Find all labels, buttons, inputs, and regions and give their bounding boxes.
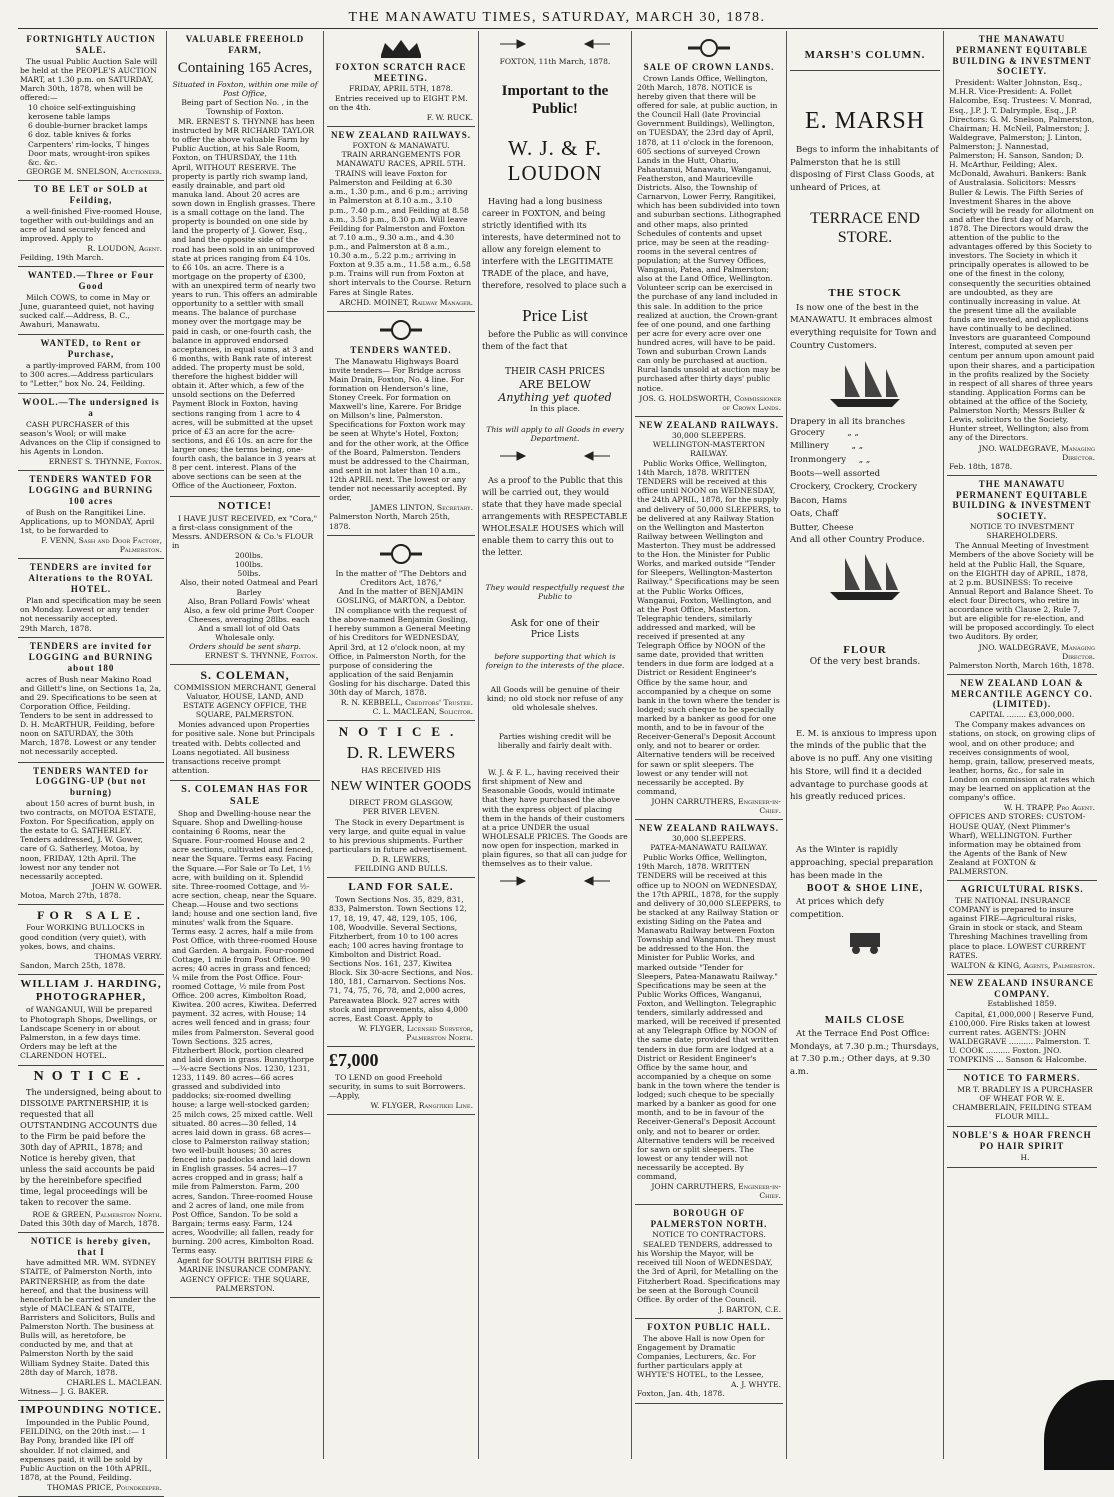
ad-body: The above Hall is now Open for Engagement by Dramatic Companies, Lecturers, &c. For further particulars apply at WHYTE'S HOTEL, to the Lessee, — [637, 1333, 765, 1380]
ad-title: FOR SALE. — [37, 908, 145, 923]
ad-signature: R. N. KEBBELL, Creditors' Trustee. — [340, 698, 473, 708]
ad-headline: Price Lists — [530, 629, 580, 640]
list-item: Carpenters' rim-locks, T hinges — [28, 139, 150, 149]
ad-body: Impounded in the Public Pound, FEILDING, on the 20th inst.:— 1 Bay Pony, branded like IPI off shoulder. If not claimed, and expenses paid, it will be sold by Public Auction on the 10th APRIL, 1878, at the Pound, Feilding. — [20, 1418, 152, 1482]
price-list-heading: Price List — [522, 305, 588, 325]
ad-title: FOXTON PUBLIC HALL. — [647, 1321, 771, 1332]
ad-title: NEW ZEALAND RAILWAYS. — [331, 130, 471, 141]
goods-list — [790, 427, 940, 536]
ad-headline: Ask for one of their — [510, 618, 600, 629]
ad-date: Motoa, March 27th, 1878. — [20, 890, 121, 900]
list-item: Boots—well assorted — [790, 468, 881, 479]
ad-note: In this place. — [530, 403, 580, 413]
ad-body: I HAVE JUST RECEIVED, ex "Cora," a first-class consignment of the Messrs. ANDERSON & Co.'s FLOUR in — [172, 513, 318, 551]
ad-body: The Company makes advances on stations, on stock, on growing clips of wool, and on other produce; and receives consignments of wool, hemp, grain, tallow, preserved meats, leather, horns, &c., for sale in London on commission at rates which may be learned on application at the company's office. — [949, 720, 1095, 803]
ad-signature: JNO. WALDEGRAVE, Managing Director. — [978, 443, 1095, 462]
ad-body: IN compliance with the request of the above-named Benjamin Gosling, I hereby summon a General Meeting of his Creditors for WEDNESDAY, April 3rd, at 12 o'clock noon, at my Office, in Palmerston North, for the purpose of considering the application of the said Benjamin Gosling for his discharge. Dated this 30th day of March, 1878. — [329, 606, 471, 698]
ad-body: Is now one of the best in the MANAWATU. It embraces almost everything requisite for Town and Country Customers. — [790, 302, 937, 351]
ad-date: Foxton, Jan. 4th, 1878. — [637, 1389, 725, 1399]
ad-signature: JOS. G. HOLDSWORTH, Commissioner of Crown Lands. — [639, 393, 781, 412]
list-item: Also, their noted Oatmeal and Pearl Barley — [180, 578, 318, 597]
ad-subtitle: PER RIVER LEVEN. — [362, 807, 440, 817]
railway-sleepers-advertisement — [635, 820, 783, 1205]
list-item: Oats, Chaff — [790, 509, 839, 520]
coat-of-arms-icon — [684, 37, 734, 59]
mail-coach-icon — [845, 925, 885, 955]
ad-headline: FLOUR — [843, 643, 887, 656]
loan-advertisement — [327, 1047, 475, 1115]
building-society-advertisement — [947, 31, 1097, 476]
ad-title: IMPOUNDING NOTICE. — [20, 1404, 162, 1416]
advertisement — [18, 1401, 164, 1497]
list-item: 100lbs. — [234, 560, 264, 570]
coleman-advertisement — [170, 665, 320, 780]
pointing-hand-icon — [495, 872, 615, 890]
loan-agency-advertisement — [947, 675, 1097, 881]
advertisement — [18, 905, 164, 975]
ad-body: Town Sections Nos. 35, 829, 831, 833, Palmerston. Town Sections 12, 17, 18, 19, 47, 48, 129, 105, 106, 108, Woodville. Several Sections, Fitzherbert, from 10 to 100 acres each; 100 acres having frontage to Kimbolton and District Road. Sections Nos. 161, 237, Kiwitea Block. Six 30-acre Sections, and Nos. 180, 181, Carnarvon. Sections Nos. 71, 74, 75, 76, 78, and 2,000 acres, Pareawatea Block. 927 acres with stock and improvements, also 4,000 acres, East Coast. Apply to — [329, 895, 473, 1023]
ad-title: NOTICE TO FARMERS. — [963, 1073, 1081, 1084]
list-item: And a small lot of old Oats — [198, 624, 300, 634]
insurance-advertisement — [947, 881, 1097, 975]
ad-title: TO BE LET or SOLD at Feilding, — [33, 184, 149, 205]
tenders-advertisement — [327, 312, 475, 536]
ad-location: Situated in Foxton, within one mile of Post Office, — [172, 79, 318, 98]
ad-body: Public Works Office, Wellington, 14th March, 1878. WRITTEN TENDERS will be received at this office until NOON on WEDNESDAY, the 24th APRIL, 1878, for the supply and delivery of 50,000 SLEEPERS, to be delivered at any Railway Station on the Wellington and Masterton Railway between Wellington and Masterton. They must be addressed to the Hon. the Minister for Public Works, and marked outside "Tender for Sleepers, Wellington-Masterton Railway." Specifications may be seen at the Public Works Offices, Wanganui, Foxton, Wellington, and at the Post Office, Masterton. Telegraphic tenders, similarly addressed and marked, will be received if presented at any Telegraph Office by NOON of the same date, provided that written tenders in due form are lodged at a District or Resident Engineer's Office by the same hour, and accompanied by a cheque on some bank in the town where the tender is lodged; such cheque to be specially marked by a banker as good for one month, and to be in favour of the Receiver-General's Deposit Account only, and not to bearer or order. Alternative tenders will be received for sawn or split sleepers. The lowest or any tender will not necessarily be accepted. By command, — [637, 458, 781, 796]
ad-signature: JOHN W. GOWER. — [91, 881, 162, 891]
ad-headline: MAILS CLOSE — [824, 1014, 906, 1026]
ad-date: Witness— J. G. BAKER. — [20, 1386, 109, 1396]
ad-body: As the Winter is rapidly approaching, special preparation has been made in the — [790, 845, 934, 881]
column-title: MARSH'S COLUMN. — [804, 49, 926, 61]
ad-headline: THE STOCK — [828, 287, 902, 300]
list-item: Also, Bran Pollard Fowls' wheat — [187, 596, 311, 606]
ad-title: WANTED.—Three or Four Good — [27, 270, 155, 292]
masthead: THE MANAWATU TIMES, SATURDAY, MARCH 30, 1878. — [348, 10, 766, 25]
ad-title: NOTICE. — [33, 1069, 149, 1085]
ad-subtitle: HAS RECEIVED HIS — [361, 766, 441, 776]
ad-signature: WALTON & KING, Agents, Palmerston. — [950, 960, 1095, 970]
ad-note: Anything yet quoted — [498, 390, 612, 404]
ad-subtitle: NOTICE TO CONTRACTORS. — [652, 1230, 766, 1239]
ad-body: of WANGANUI, Will be prepared to Photograph Shops, Dwellings, or Landscape Scenery in or about Palmerston, in a few days time. Orders may be left at the CLARENDON HOTEL. — [20, 1005, 157, 1060]
railway-advertisement — [327, 127, 475, 312]
ad-title: NOTICE! — [217, 499, 273, 512]
ad-signature: ERNEST S. THYNNE, Foxton. — [204, 651, 318, 661]
insurance-advertisement — [947, 975, 1097, 1070]
ad-signature: THOMAS VERRY. — [94, 951, 162, 961]
ad-date: Feb. 18th, 1878. — [949, 461, 1013, 471]
advertisement — [18, 471, 164, 559]
item-list — [172, 551, 318, 633]
ad-body: The Annual Meeting of Investment Members of the above Society will be held at the Public Hall, the Square, on the EIGHTH day of APRIL, 1878, at 2 p.m. BUSINESS: To receive Annual Report and Balance Sheet. To elect four Directors, who retire in accordance with Clause 2, Rule 7, but are eligible for re-election, and will be proposed accordingly. To elect two Auditors. By order, — [949, 541, 1095, 642]
column-separator — [631, 31, 632, 1459]
coat-of-arms-icon — [376, 318, 426, 342]
coleman-sale-advertisement — [170, 781, 320, 1298]
crown-lands-advertisement — [635, 31, 783, 417]
public-hall-advertisement — [635, 1319, 783, 1404]
list-item: 50lbs. — [237, 569, 261, 579]
ad-headline: ARE BELOW — [519, 377, 591, 391]
ad-body: Milch COWS, to come in May or June, guaranteed quiet, not having sucked calf.—Address, B. C., Awahuri, Manawatu. — [20, 292, 155, 330]
ad-headline: NEW WINTER GOODS — [330, 778, 472, 794]
ad-signature: W. FLYGER, Rangitikei Line. — [370, 1101, 473, 1111]
ad-body: The Stock in every Department is very large, and quite equal in value to his previous shipments. Further particulars in future advertisement. — [329, 817, 468, 854]
ad-body: Plan and specification may be seen on Monday. Lowest or any tender not necessarily accepted. — [20, 595, 162, 623]
ad-date: Dated this 30th day of March, 1878. — [20, 1218, 160, 1228]
ad-body: The undersigned, being about to DISSOLVE PARTNERSHIP, it is requested that all OUTSTANDING ACCOUNTS due to the Firm be paid before the 30th day of APRIL, 1878; and Notice is hereby given, that unless the said accounts be paid by the hereinbefore specified time, legal proceedings will be taken to recover the same. — [20, 1086, 162, 1208]
ad-body: At prices which defy competition. — [790, 897, 885, 921]
goods-note: And all other Country Produce. — [790, 535, 925, 546]
ad-body: Crown Lands Office, Wellington, 20th March, 1878. NOTICE is hereby given that there will be offered for sale, at public auction, in the Council Hall (late Provincial Government Buildings), Wellington, on TUESDAY, the 23rd day of April, 1878, at 11 o'clock in the forenoon, 605 sections of surveyed Crown Lands in the Hutt, Ohariu, Pahautanui, Manawatu, Wanganui, Featherston, and Mauriceville Districts. Also, the Township of Carnarvon, Lower Ferry, Rangitikei, which has been subdivided into town and suburban sections. Lithographed and other maps, also printed Schedules of contents and upset price, may be seen at the reading-rooms in the several centres of population; at the Survey Offices, Wanganui, Patea, and Palmerston; also at the Land Office, Wellington. Volunteer scrip can be exercised in the purchase of any land included in this sale. In addition to the price realized at auction, the Crown-grant fee of one pound, and one farthing per acre for every acre over one hundred acres, will have to be paid. Town and suburban Crown Lands can only be purchased at auction. Rural lands unsold at auction may be purchased after thirty days' public notice. — [637, 73, 781, 393]
column-7 — [947, 31, 1097, 1459]
hair-spirit-advertisement — [947, 1127, 1097, 1168]
advertisement — [18, 181, 164, 267]
ad-body: have admitted MR. WM. SYDNEY STAITE, of Palmerston North, into PARTNERSHIP, as from the date hereof, and that the business will henceforth be carried on under the style of MACLEAN & STAITE, Barristers and Solicitors, Bulls and Palmerston North. The business at Bulls will, as heretofore, be conducted by me, and that at Palmerston North by the said William Sydney Staite. Dated this 28th day of March, 1878. — [20, 1258, 156, 1377]
crown-crest-icon — [371, 37, 431, 59]
ad-body: a partly-improved FARM, from 100 to 300 acres.—Address particulars to "Letter," box No. 24, Feilding. — [20, 360, 161, 389]
race-advertisement — [327, 31, 475, 127]
ad-body: a well-finished Five-roomed House, together with out-buildings and an acre of land securely fenced and improved. Apply to — [20, 206, 162, 243]
ad-title: THE MANAWATU PERMANENT EQUITABLE BUILDING & INVESTMENT SOCIETY. — [952, 478, 1092, 522]
ad-body: MR T. BRADLEY IS A PURCHASER OF WHEAT FOR W. E. CHAMBERLAIN, FEILDING STEAM FLOUR MILL. — [952, 1085, 1093, 1122]
store-name: TERRACE END STORE. — [810, 209, 920, 247]
column-2 — [170, 31, 320, 1459]
ad-subtitle: And In the matter of BENJAMIN GOSLING, of MARTON, a Debtor. — [336, 586, 466, 605]
sailing-ship-icon — [820, 359, 910, 411]
ad-signature: J. BARTON, C.E. — [718, 1304, 781, 1314]
ad-signature: THOMAS PRICE, Poundkeeper. — [47, 1482, 162, 1492]
advertisement — [18, 267, 164, 335]
ad-subtitle: DIRECT FROM GLASGOW, — [348, 798, 454, 808]
ad-body: MR. ERNEST S. THYNNE has been instructed by MR RICHARD TAYLOR to offer the above valuable Farm by Public Auction, at his Sale Room, Foxton, on THURSDAY, the 11th April, WITHOUT RESERVE. The property is partly rich swamp land, easily drainable, and part old manuka land. About 20 acres are sown down in English grasses. There is a small cottage on the land. The property is bounded on one side by land the property of J. Gower, Esq., and land the opposite side of the road has been sold in an unimproved state at prices ranging from £4 10s. to £6 10s. an acre. There is a mortgage on the property of £300, with an unexpired term of nearly two years to run. This offers an admirable opportunity to a settler with small means. The balance of purchase money over the mortgage may be paid in cash, or one-fourth cash, the balance in approved endorsed acceptances, in equal sums, at 3 and 6 months, with Bank rate of interest added. The property must be sold, therefore the highest bidder will obtain it. After which, a few of the unsold sections on the Deferred Payment Block in Foxton, having sections ranging from 1 acre to 4 acres, will be submitted at the upset price of £3 an acre for the acre-sections, and £6 10s. an acre for the larger ones; the terms being, one-fourth cash, the balance in 3 years at 8 per cent. interest. Plans of the above sections can be seen at the Office of the Auctioneer, Foxton. — [172, 117, 318, 491]
ad-title: TENDERS WANTED FOR LOGGING and BURNING 100 acres — [28, 474, 154, 506]
ad-body: CASH PURCHASER of this season's Wool; or will make Advances on the Clip if consigned to his Agents in London. — [20, 419, 161, 457]
column-separator — [166, 31, 167, 1459]
list-item: Also, a few old prime Port Cooper Cheeses, averaging 28lbs. each — [183, 605, 315, 624]
ad-title: VALUABLE FREEHOLD FARM, — [185, 34, 305, 55]
ad-signature: JAMES LINTON, Secretary. — [370, 503, 473, 513]
ad-title: THE MANAWATU PERMANENT EQUITABLE BUILDING & INVESTMENT SOCIETY. — [952, 34, 1092, 77]
advertisement — [18, 1066, 164, 1233]
ad-signature: ROE & GREEN, Palmerston North. — [32, 1209, 162, 1219]
ad-headline: BOOT & SHOE LINE, — [806, 883, 924, 895]
ad-body: H. — [1020, 1153, 1030, 1163]
list-item: 10 choice self-extinguishing kerosene table lamps — [28, 103, 136, 122]
goods-heading: Drapery in all its branches — [790, 416, 905, 427]
advertisement — [18, 559, 164, 638]
ad-subtitle: 30,000 SLEEPERS. — [671, 430, 747, 440]
list-item: Grocery „ „ — [790, 427, 859, 438]
ad-title: TENDERS are invited for Alterations to the ROYAL HOTEL. — [28, 562, 154, 594]
merchant-name: E. MARSH — [804, 108, 926, 135]
ad-body: before the Public as will convince them of the fact that — [482, 329, 628, 351]
ad-signature: W. H. TRAPP, Pro Agent. — [1003, 803, 1095, 813]
farm-advertisement — [170, 31, 320, 497]
ad-body: At the Terrace End Post Office: Mondays, at 7.30 p.m.; Thursdays, at 7.30 p.m.; Other days, at 9.30 a.m. — [790, 1028, 940, 1078]
ad-title: BOROUGH OF PALMERSTON NORTH. — [650, 1208, 768, 1230]
ad-title: LAND FOR SALE. — [348, 881, 454, 894]
ad-title: AGRICULTURAL RISKS. — [960, 884, 1084, 895]
ad-body: Entries received up to EIGHT P.M. on the 4th. — [329, 93, 468, 112]
column-4 — [482, 31, 628, 1459]
column-5 — [635, 31, 783, 1459]
society-notice — [947, 476, 1097, 675]
ad-subtitle: Of the very best brands. — [809, 656, 921, 667]
ad-body: The usual Public Auction Sale will be held at the PEOPLE'S AUCTION MART, at 1.30 p.m. on SATURDAY, March 30th, 1878, when will be offered:— — [20, 56, 158, 103]
ad-note: Parties wishing credit will be liberally and fairly dealt with. — [497, 731, 613, 750]
list-item: Crockery, Crockery, Crockery — [790, 482, 918, 493]
pointing-hand-icon — [495, 447, 615, 465]
debtors-advertisement — [327, 536, 475, 722]
ad-signature: F. VENN, Sash and Door Factory, Palmerston. — [41, 536, 162, 555]
ad-note: Wholesale only. — [215, 633, 275, 643]
ad-body: Capital, £1,000,000 | Reserve Fund, £100,000. Fire Risks taken at lowest current rates. AGENTS: JOHN WALDEGRAVE .......... Palmerston. T. U. COOK .......... Foxton. JNO. TOMPKINS ... Sanson & Halcombe. — [949, 1009, 1095, 1065]
advertisement — [18, 638, 164, 762]
ad-title: FOXTON SCRATCH RACE MEETING. — [335, 62, 467, 83]
ad-body: President: Walter Johnston, Esq., M.H.R. Vice-President: A. Follet Halcombe, Esq. Trustees: V. Monrad, Esq., J.P. J. T. Dalrymple, Esq., J.P. Directors: G. M. Snelson, Palmerston, Chairman; H. McNeil, Palmerston; J. Waldegrave, Palmerston; J. Linton, Palmerston; J. Nannestad, Palmerston; H. Sanson, Sandon; D. H. McArthur, Feilding; Alex. McDonald, Awahuri. Bankers: Bank of Australasia. Solicitors: Messrs Buller & Lewis. The Fifth Series of Investment Shares in the above Society will be ready for allotment on and after the first day of March, 1878. The Directors would draw the attention of the public to the advantages offered by this Society to investors. The Society in which it principally operates is allowed to be one of the finest in the colony, consequently the securities obtained are undoubted, as they are continually increasing in value. At the present time all the available funds are invested, and applications have continually to be declined. Investors are guaranteed Compound Interest, computed at seven per centum per annum upon amount paid upon their shares, and a participation in the profits realized by the Society in respect of all shares of three years standing. Application Forms can be obtained at the office of the Society, Palmerston North; Messrs Buller & Lewis, solicitors to the Society, Hunter street, Wellington; also from any of the Directors. — [949, 78, 1095, 443]
list-item: Bacon, Hams — [790, 495, 847, 506]
ad-body: Four WORKING BULLOCKS in good condition (very quiet), with yokes, bows, and chains. — [20, 923, 147, 951]
ad-signature: JOHN CARRUTHERS, Engineer-in-Chief. — [651, 1182, 781, 1201]
list-item: Ironmongery „ „ — [790, 454, 871, 465]
ad-note: Orders should be sent sharp. — [189, 642, 301, 652]
borough-notice — [635, 1205, 783, 1319]
list-item: 6 double-burner bracket lamps — [28, 121, 148, 131]
ad-title: NEW ZEALAND INSURANCE COMPANY. — [949, 977, 1095, 999]
ad-subtitle: WELLINGTON-MASTERTON RAILWAY. — [652, 439, 766, 458]
item-list — [20, 103, 162, 167]
ad-body: Monies advanced upon Properties for positive sale. None but Principals treated with. Debts collected and Loans negotiated. All business transactions receive prompt attention. — [172, 720, 315, 775]
ad-signature: GEORGE M. SNELSON, Auctioneer. — [26, 166, 162, 176]
ad-title: NEW ZEALAND RAILWAYS. — [639, 823, 779, 834]
ad-signature: C. L. MACLEAN, Solicitor. — [372, 707, 473, 717]
ad-note: Being part of Section No. , in the Township of Foxton. — [181, 97, 309, 116]
advertisement — [18, 1233, 164, 1401]
list-item: 6 doz. table knives & forks — [28, 130, 131, 140]
column-separator — [943, 31, 944, 1459]
sailing-ship-icon — [820, 552, 910, 604]
ad-subtitle: TRAIN ARRANGEMENTS FOR MANAWATU RACES, APRIL 5TH. — [336, 149, 466, 169]
ad-headline: Important to the Public! — [501, 83, 609, 118]
ad-signature: FEILDING AND BULLS. — [354, 864, 448, 874]
ad-title: TENDERS WANTED. — [350, 344, 452, 355]
ad-date: Feilding, 19th March. — [20, 253, 104, 263]
ad-title: NOBLE'S & HOAR FRENCH PO HAIR SPIRIT — [952, 1130, 1092, 1152]
farmers-notice — [947, 1070, 1097, 1127]
ad-date: Palmerston North, March 25th, 1878. — [329, 512, 450, 531]
ad-signature: A. J. WHYTE. — [730, 1380, 781, 1390]
column-separator — [786, 31, 787, 1459]
ad-signature: JNO. WALDEGRAVE, Managing Director. — [978, 642, 1095, 661]
ad-date: FRIDAY, APRIL 5TH, 1878. — [349, 83, 453, 93]
ad-note: They would respectfully request the Public to — [485, 582, 625, 601]
ad-body: The Manawatu Highways Board invite tenders— For Bridge across Main Drain, Foxton, No. 4 line. For formation on Henderson's line, Stoney Creek. For formation on Maxwell's line, Karere. For Bridge on Millson's line, Palmerston. Specifications for Foxton work may be seen at Whyte's Hotel, Foxton; and for the other work, at the Office of the Board, Palmerston. Tenders must be addressed to the Chairman, and sent in not later than 10 a.m., 12th APRIL next. The lowest or any tender not necessarily accepted. By order, — [329, 356, 470, 503]
list-item: Butter, Cheese — [790, 522, 854, 533]
ad-note: AGENCY OFFICE: THE SQUARE, PALMERSTON. — [180, 1274, 310, 1293]
ad-subtitle: Established 1859. — [987, 999, 1057, 1009]
ad-body: acres of Bush near Makino Road and Gillett's line, on Sections 1a, 2a, and 29. Specifications to be seen at Corporation Office, Feilding. Tenders to be sent in addressed to D. H. McARTHUR, Feilding, before noon on SATURDAY, the 30th March, 1878. Lowest or any tender not necessarily accepted. — [20, 674, 162, 757]
ad-signature: R. LOUDON, Agent. — [87, 244, 162, 254]
ad-title: NEW ZEALAND RAILWAYS. — [639, 419, 779, 430]
ad-subtitle: 30,000 SLEEPERS. — [671, 834, 747, 844]
ad-subtitle: Containing 165 Acres, — [177, 59, 313, 76]
ad-title: SALE OF CROWN LANDS. — [643, 62, 775, 72]
ad-title: In the matter of "The Debtors and Creditors Act, 1876," — [335, 568, 467, 587]
ad-date: OFFICES AND STORES: CUSTOM-HOUSE QUAY, (Next Plimmer's Wharf), WELLINGTON. Further information may be obtained from the Agents of the Bank of New Zealand at FOXTON & PALMERSTON. — [949, 812, 1086, 877]
ad-title: TENDERS WANTED for LOGGING-UP (but not burning) — [33, 765, 149, 798]
ad-title: TENDERS are invited for LOGGING and BURNING about 180 — [28, 641, 154, 673]
ad-body: of Bush on the Rangitikei Line. Applications, up to MONDAY, April 1st, to be forwarded to — [20, 507, 155, 535]
ad-signature: D. R. LEWERS, — [371, 854, 431, 864]
ad-date: Sandon, March 25th, 1878. — [20, 960, 126, 970]
ad-signature: W. FLYGER, Licensed Surveyor, Palmerston North. — [358, 1023, 473, 1043]
ad-title: FORTNIGHTLY AUCTION SALE. — [26, 34, 156, 55]
pointing-hand-icon — [495, 35, 615, 53]
ad-title: NEW ZEALAND LOAN & MERCANTILE AGENCY CO. (LIMITED). — [951, 677, 1093, 710]
ad-body: E. M. is anxious to impress upon the minds of the public that the above is no puff. Any one visiting his Store, will find it a decided advantage to purchase goods at his greatly reduced prices. — [790, 728, 937, 803]
ad-subtitle: PATEA-MANAWATU RAILWAY. — [650, 843, 768, 853]
ad-body: Public Works Office, Wellington, 19th March, 1878. WRITTEN TENDERS will be received at this office up to NOON on WEDNESDAY, the 17th APRIL, 1878, for the supply and delivery of 30,000 SLEEPERS, to be stacked at any Railway Station or existing Siding on the Patea and Manawatu Railway between Foxton Township and Wanganui. They must be addressed to the Hon. the Minister for Public Works, and marked outside "Tender for Sleepers, Patea-Manawatu Railway." Specifications may be seen at the Public Works Offices, Wanganui, Foxton, and Wellington. Telegraphic tenders, similarly addressed and marked, will be received if presented at any Telegraph Office by NOON of the same date; provided that written tenders in due form are lodged at a District or Resident Engineer's Office by the same hour, and accompanied by a cheque on some bank in the town where the tender is lodged; such cheque to be specially marked by a banker as good for one month, and to be in favour of the Receiver-General's Deposit Account only, and not to bearer or order. Alternative tenders will be received for sawn or split sleepers. The lowest or any tender will not necessarily be accepted. By command, — [637, 853, 781, 1182]
advertisement — [18, 335, 164, 394]
ad-note: This will apply to all Goods in every Department. — [486, 425, 624, 444]
ad-title: S. COLEMAN HAS FOR SALE — [181, 783, 309, 807]
ad-subtitle: NOTICE TO INVESTMENT SHAREHOLDERS. — [969, 522, 1075, 541]
ad-signature: ERNEST S. THYNNE, Foxton. — [48, 457, 162, 467]
ad-headline: THEIR CASH PRICES — [505, 366, 605, 377]
lewers-advertisement — [327, 721, 475, 878]
railway-sleepers-advertisement — [635, 417, 783, 820]
ad-note: Agent for SOUTH BRITISH FIRE & MARINE INSURANCE COMPANY. — [177, 1256, 313, 1275]
ad-date: FOXTON, 11th March, 1878. — [499, 57, 611, 66]
advertisement — [18, 763, 164, 906]
ad-body: THE NATIONAL INSURANCE COMPANY is prepared to insure against FIRE—Agricultural risks, Grain in stock or stack, and Steam Threshing Machines travelling from place to place. LOWEST CURRENT RATES. — [949, 895, 1088, 960]
ad-signature: ARCHD. MOINET, Railway Manager. — [339, 297, 473, 307]
loan-amount: £7,000 — [329, 1050, 379, 1071]
ad-signature: JOHN CARRUTHERS, Engineer-in-Chief. — [651, 797, 781, 816]
ad-body: W. J. & F. L., having received their first shipment of New and Seasonable Goods, would intimate that they have purchased the above with the express object of placing them in the hands of their customers at a price UNDER the usual WHOLESALE PRICES. The Goods are now open for inspection, marked in plain figures, so that all can judge for themselves as to their value. — [482, 768, 628, 869]
advertisement — [18, 394, 164, 471]
ad-merchant-name: D. R. LEWERS — [346, 743, 456, 763]
coat-of-arms-icon — [376, 542, 426, 566]
column-separator — [478, 31, 479, 1459]
ad-subtitle: CAPITAL ........ £3,000,000. — [969, 710, 1075, 720]
column-1 — [18, 31, 164, 1492]
ad-body: TRAINS will leave Foxton for Palmerston and Feilding at 6.30 a.m., 1.30 p.m., and 6 p.m.; arriving in Palmerston at 8.10 a.m., 3.10 p.m., 7.40 p.m., and Feilding at 8.58 a.m., 3.58 p.m., 8.30 p.m. Will leave Feilding for Palmerston and Foxton at 7.10 a.m., 9.30 a.m., and 4.30 p.m., and Palmerston at 8 a.m., 10.30 a.m., 5.22 p.m.; arriving in Foxton at 9.35 a.m., 11.58 a.m., 6.58 p.m. Trains will run from Foxton at short intervals to the Course. Return Fares at Single Rates. — [329, 169, 472, 297]
ad-body: SEALED TENDERS, addressed to his Worship the Mayor, will be received till Noon of WEDNESDAY, the 3rd of April, for Metalling on the Fitzherbert Road. Specifications may be seen at the Borough Council Office. By order of the Council. — [637, 1240, 781, 1304]
land-sale-advertisement — [327, 878, 475, 1047]
ad-date: Palmerston North, March 16th, 1878. — [949, 660, 1095, 670]
ad-body: Having had a long business career in FOXTON, and being strictly identified with its interests, have determined not to allow any foreign element to interfere with the LEGITIMATE TRADE of the place, and have, therefore, resolved to place such a — [482, 196, 627, 290]
ad-title: NOTICE is hereby given, that I — [30, 1235, 152, 1257]
ad-body: TO LEND on good Freehold security, in sums to suit Borrowers.—Apply, — [329, 1072, 466, 1100]
firm-name: W. J. & F. LOUDON — [507, 136, 603, 186]
ad-body: Begs to inform the inhabitants of Palmerston that he is still disposing of First Class Goods, at unheard of Prices, at — [790, 144, 939, 194]
ad-title: S. COLEMAN, — [200, 668, 290, 683]
column-separator — [323, 31, 324, 1459]
advertisement — [18, 31, 164, 181]
column-6 — [790, 31, 940, 1459]
notice-advertisement — [170, 497, 320, 666]
list-item: Door mats, wrought-iron spikes &c. &c. — [28, 148, 150, 167]
ad-title: WANTED, to Rent or Purchase, — [40, 338, 142, 360]
list-item: Millinery „ „ — [790, 441, 864, 452]
column-3 — [327, 31, 475, 1459]
ad-title: WILLIAM J. HARDING, PHOTOGRAPHER, — [20, 978, 162, 1004]
ad-body: As a proof to the Public that this will be carried out, they would state that they have made special arrangements with RESPECTABLE WHOLESALE HOUSES which will enable them to carry this out to the letter. — [482, 475, 628, 557]
ad-subtitle: COMMISSION MERCHANT, General Valuator, HOUSE, LAND, AND ESTATE AGENCY OFFICE, THE SQUARE, PALMERSTON. — [173, 682, 317, 720]
ad-note: before supporting that which is foreign to the interests of the place. — [485, 652, 625, 671]
ad-body: Shop and Dwelling-house near the Square. Shop and Dwelling-house containing 6 Rooms, near the Square. Four-roomed House and 2 acre sections, cultivated and fenced, near the Square. Terms easy. Facing the Square.—For Sale or To Let, 1½ acre, with building on it. Splendid site. Three-roomed Cottage, and ½-acre section, cheap, near the Square. Cheap.—House and two sections land; house and one section land, five minutes' walk from the Square. Terms easy. 2 acres, half a mile from Post Office, with three-roomed House and Garden. A bargain. Four-roomed Cottage, 1 mile from Post Office. 90 acres; 40 acres in grass and fenced; ¼ mile from the Post Office. Four-roomed Cottage, ½ mile from Post Office. 200 acres, Kimbolton Road, Kiwitea. 200 acres, Kiwitea. Deferred payment. 32 acres, with House; 14 acres well fenced and in grass; four miles from Palmerston. Several good Town Sections. 325 acres, Fitzherbert Block, portion cleared and laid down in grass. Bunnythorpe—¼-acre Sections Nos. 1230, 1231, 1233, 1149. 80 acres—66 acres grassed and subdivided into paddocks; six-roomed dwelling house; a large well-stocked garden; 25 milch cows, 25 mixed cattle. Well situated. 80 acres—30 felled, 14 acres laid down in grass. 68 acres—close to Palmerston railway station; two well-built houses; 30 acres fenced into paddocks and laid down in English grasses. 54 acres—17 acres cropped and in grass; half a mile from Palmerston. Farm, 200 acres, Sandon. Three-roomed House and 2 acres of land, one mile from Post Office, Sandon. To be sold a Bargain; terms easy. Farm, 124 acres, Woodville; all fallen, ready for burning. 200 acres, Kimbolton Road. Terms easy. — [172, 808, 318, 1256]
ad-note: All Goods will be genuine of their kind; no old stock nor refuse of any old wholesale shelves. — [486, 684, 624, 712]
ad-signature: F. W. RUCK. — [426, 112, 473, 122]
list-item: 200lbs. — [234, 551, 264, 561]
masthead-rule — [18, 28, 1098, 29]
advertisement — [18, 975, 164, 1066]
ad-date: 29th March, 1878. — [20, 624, 92, 634]
ad-subtitle: FOXTON & MANAWATU. — [352, 140, 450, 150]
ad-signature: CHARLES L. MACLEAN. — [66, 1377, 162, 1387]
ad-title: NOTICE. — [338, 724, 464, 740]
ad-body: about 150 acres of burnt bush, in two contracts, on MOTOA ESTATE, Foxton. For Specification, apply on the estate to G. SATHERLEY. Tenders addressed, J. W. Gower, care of G. Satherley, Motoa, by noon, FRIDAY, 12th April. The lowest nor any tender not necessarily accepted. — [20, 798, 157, 881]
ad-title: WOOL.—The undersigned is a — [22, 397, 160, 419]
